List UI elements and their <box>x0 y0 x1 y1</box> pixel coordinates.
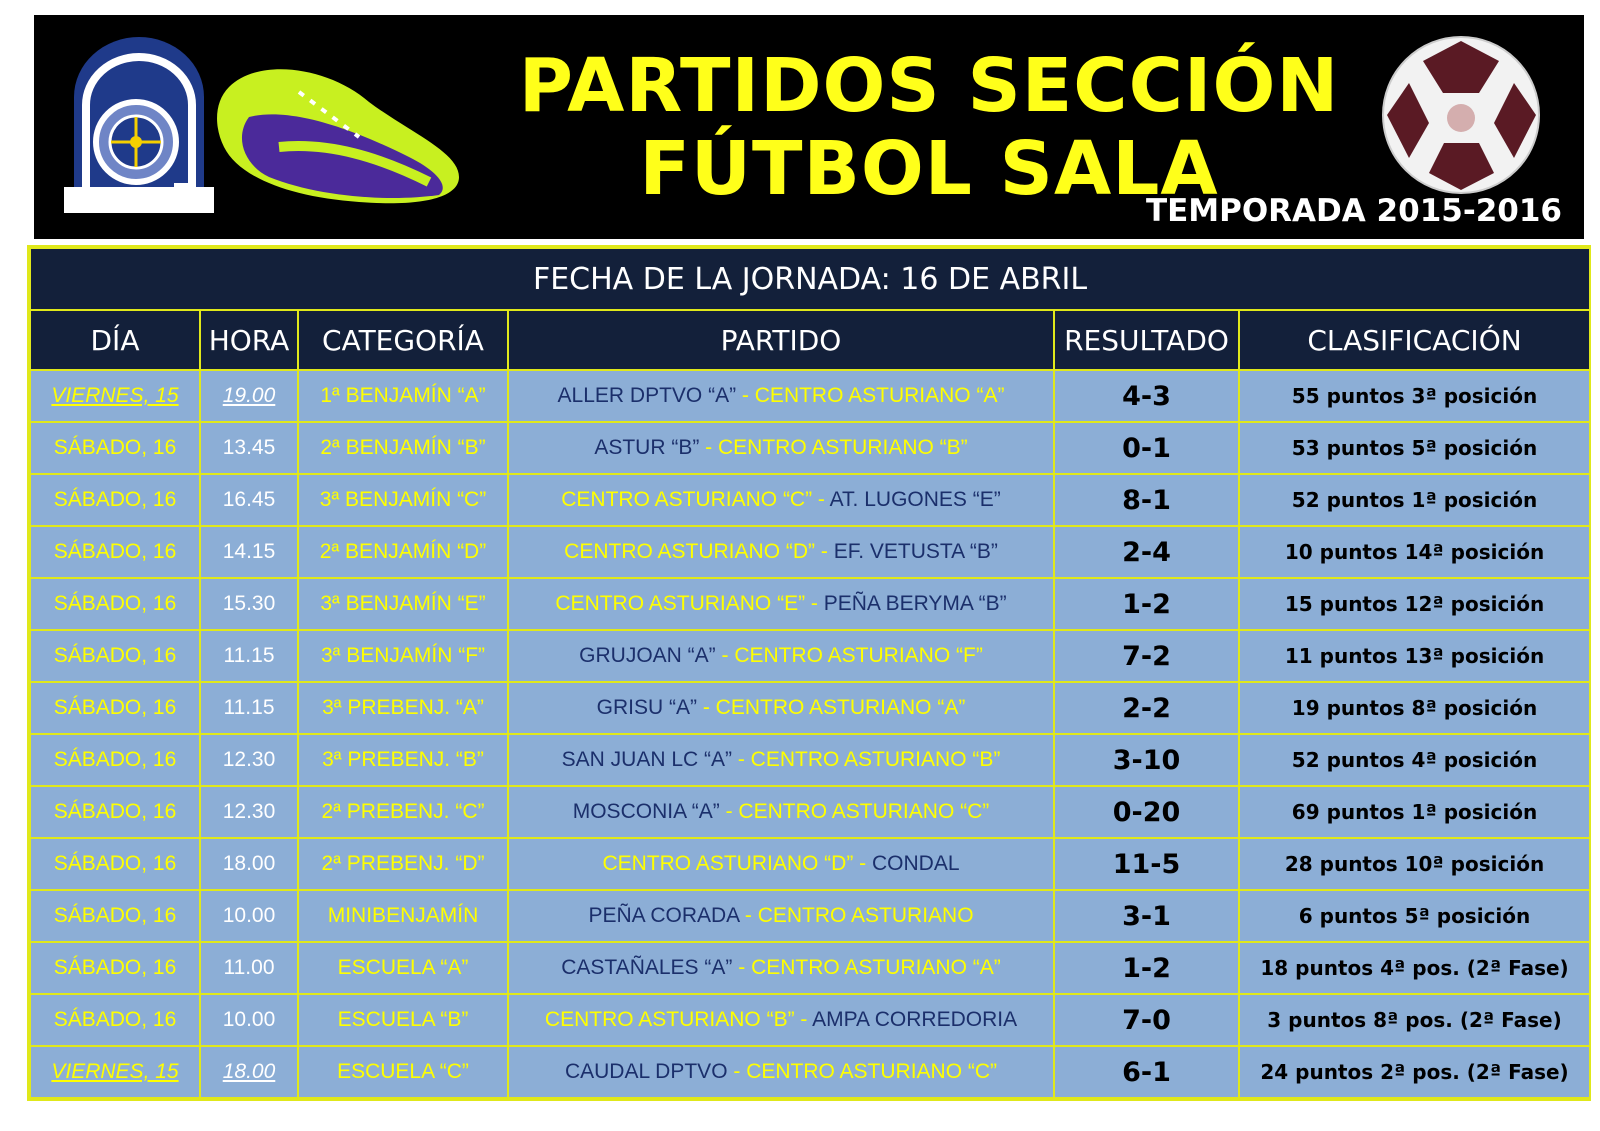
home-team: ASTUR “B” <box>594 436 700 459</box>
cell-resultado-text: 1-2 <box>1122 952 1171 984</box>
cell-clasificacion-text: 52 puntos 1ª posición <box>1291 487 1538 512</box>
cell-partido <box>508 994 1054 1046</box>
cell-partido <box>508 474 1054 526</box>
cell-dia <box>30 630 200 682</box>
cell-partido <box>508 630 1054 682</box>
cell-clasificacion <box>1239 630 1590 682</box>
home-team: CENTRO ASTURIANO “C” <box>561 488 813 511</box>
cell-dia-text: SÁBADO, 16 <box>53 956 177 979</box>
cell-categoria <box>298 630 508 682</box>
cell-hora-text: 15.30 <box>222 592 276 615</box>
cell-categoria <box>298 682 508 734</box>
cell-clasificacion-text: 55 puntos 3ª posición <box>1291 383 1538 408</box>
cell-hora <box>200 1046 298 1098</box>
cell-resultado <box>1054 734 1239 786</box>
table-row <box>30 370 1590 422</box>
cell-hora <box>200 682 298 734</box>
cell-categoria <box>298 942 508 994</box>
home-team: GRUJOAN “A” <box>579 644 716 667</box>
cell-hora-text: 11.15 <box>223 696 275 719</box>
team-separator: - <box>732 956 752 979</box>
home-team: CENTRO ASTURIANO “B” <box>544 1008 795 1031</box>
cell-resultado <box>1054 370 1239 422</box>
cell-dia <box>30 526 200 578</box>
matches-table-wrapper <box>27 245 1591 1101</box>
cell-hora <box>200 942 298 994</box>
home-team: ALLER DPTVO “A” <box>557 384 737 407</box>
cell-clasificacion <box>1239 734 1590 786</box>
matchday-title: FECHA DE LA JORNADA: 16 DE ABRIL <box>30 248 1590 310</box>
cell-dia <box>30 942 200 994</box>
cell-categoria <box>298 734 508 786</box>
team-separator: - <box>699 436 718 459</box>
cell-resultado-text: 2-4 <box>1122 536 1171 568</box>
cell-resultado <box>1054 630 1239 682</box>
cell-resultado-text: 7-2 <box>1122 640 1171 672</box>
cell-resultado <box>1054 890 1239 942</box>
table-row <box>30 526 1590 578</box>
table-row <box>30 942 1590 994</box>
cell-partido <box>508 786 1054 838</box>
cell-partido <box>508 890 1054 942</box>
cell-clasificacion-text: 28 puntos 10ª posición <box>1284 851 1545 876</box>
cell-resultado-text: 0-20 <box>1112 796 1181 828</box>
cell-partido <box>508 370 1054 422</box>
away-team: CENTRO ASTURIANO <box>757 904 974 927</box>
cell-resultado <box>1054 838 1239 890</box>
cell-clasificacion <box>1239 422 1590 474</box>
cell-dia <box>30 994 200 1046</box>
cell-hora-text: 10.00 <box>222 1008 276 1031</box>
cell-hora-text: 11.15 <box>223 644 275 667</box>
table-row <box>30 474 1590 526</box>
cell-hora <box>200 994 298 1046</box>
table-row <box>30 734 1590 786</box>
col-header-categoria: CATEGORÍA <box>298 310 508 370</box>
matches-body <box>30 370 1590 1098</box>
cell-categoria-text: 2ª PREBENJ. “C” <box>321 800 485 823</box>
team-separator: - <box>812 488 830 511</box>
header-banner <box>34 15 1584 239</box>
cell-dia-text: SÁBADO, 16 <box>53 800 177 823</box>
cell-clasificacion-text: 11 puntos 13ª posición <box>1284 643 1545 668</box>
cell-hora <box>200 630 298 682</box>
away-team: CENTRO ASTURIANO “B” <box>717 436 968 459</box>
away-team: AMPA CORREDORIA <box>812 1008 1018 1031</box>
cell-clasificacion-text: 24 puntos 2ª pos. (2ª Fase) <box>1260 1059 1569 1084</box>
home-team: CENTRO ASTURIANO “D” <box>602 852 854 875</box>
cell-dia <box>30 1046 200 1098</box>
cell-clasificacion <box>1239 474 1590 526</box>
cell-clasificacion-text: 69 puntos 1ª posición <box>1291 799 1538 824</box>
cell-clasificacion <box>1239 786 1590 838</box>
season-label: TEMPORADA 2015-2016 <box>1145 193 1562 229</box>
title-line-1: PARTIDOS SECCIÓN <box>518 43 1340 129</box>
cell-hora <box>200 422 298 474</box>
cell-categoria-text: 2ª BENJAMÍN “D” <box>319 540 487 563</box>
cell-hora <box>200 838 298 890</box>
cell-dia-text: SÁBADO, 16 <box>53 644 177 667</box>
cell-dia-text: SÁBADO, 16 <box>53 1008 177 1031</box>
team-separator: - <box>794 1008 813 1031</box>
cell-dia-text: SÁBADO, 16 <box>53 852 177 875</box>
team-separator: - <box>715 644 735 667</box>
cell-hora <box>200 474 298 526</box>
cell-resultado-text: 2-2 <box>1122 692 1171 724</box>
cell-dia <box>30 890 200 942</box>
cell-clasificacion <box>1239 526 1590 578</box>
cell-partido <box>508 1046 1054 1098</box>
cell-dia <box>30 734 200 786</box>
cell-categoria-text: 1ª BENJAMÍN “A” <box>320 384 486 407</box>
team-separator: - <box>853 852 872 875</box>
col-header-partido: PARTIDO <box>508 310 1054 370</box>
cell-hora-text: 13.45 <box>222 436 276 459</box>
cell-dia <box>30 838 200 890</box>
home-team: GRISU “A” <box>596 696 697 719</box>
cell-hora-text: 14.15 <box>222 540 276 563</box>
cell-partido <box>508 526 1054 578</box>
cell-hora-text: 18.00 <box>222 1060 276 1083</box>
cell-dia-text: SÁBADO, 16 <box>53 748 177 771</box>
cell-clasificacion-text: 10 puntos 14ª posición <box>1284 539 1545 564</box>
team-separator: - <box>805 592 824 615</box>
table-row <box>30 422 1590 474</box>
cell-hora <box>200 890 298 942</box>
away-team: CONDAL <box>871 852 960 875</box>
cell-categoria-text: 2ª PREBENJ. “D” <box>321 852 485 875</box>
cell-partido <box>508 682 1054 734</box>
cell-clasificacion <box>1239 578 1590 630</box>
title-line-2: FÚTBOL SALA <box>639 126 1219 212</box>
cell-resultado-text: 7-0 <box>1122 1004 1171 1036</box>
home-team: MOSCONIA “A” <box>572 800 720 823</box>
cell-hora <box>200 526 298 578</box>
cell-dia <box>30 474 200 526</box>
table-row <box>30 578 1590 630</box>
cell-hora-text: 18.00 <box>222 852 276 875</box>
cell-resultado-text: 4-3 <box>1122 380 1171 412</box>
cell-hora <box>200 786 298 838</box>
cell-categoria <box>298 578 508 630</box>
cell-hora-text: 16.45 <box>222 488 276 511</box>
ball-icon <box>1379 33 1544 198</box>
cell-clasificacion-text: 6 puntos 5ª posición <box>1298 903 1531 928</box>
cell-partido <box>508 422 1054 474</box>
cell-dia-text: SÁBADO, 16 <box>53 592 177 615</box>
club-logo-icon <box>64 37 214 213</box>
cell-dia-text: SÁBADO, 16 <box>53 904 177 927</box>
cell-hora-text: 12.30 <box>222 800 276 823</box>
cell-clasificacion-text: 18 puntos 4ª pos. (2ª Fase) <box>1260 955 1569 980</box>
cell-dia <box>30 682 200 734</box>
cell-resultado-text: 11-5 <box>1112 848 1181 880</box>
cell-clasificacion-text: 15 puntos 12ª posición <box>1284 591 1545 616</box>
cell-resultado <box>1054 578 1239 630</box>
away-team: CENTRO ASTURIANO “F” <box>734 644 983 667</box>
home-team: SAN JUAN LC “A” <box>561 748 732 771</box>
col-header-dia: DÍA <box>30 310 200 370</box>
cell-hora-text: 11.00 <box>223 956 275 979</box>
cell-dia-text: SÁBADO, 16 <box>53 540 177 563</box>
cell-clasificacion <box>1239 838 1590 890</box>
cell-dia-text: SÁBADO, 16 <box>53 488 177 511</box>
table-row <box>30 630 1590 682</box>
cell-resultado-text: 3-10 <box>1112 744 1181 776</box>
cell-categoria <box>298 474 508 526</box>
cell-categoria <box>298 526 508 578</box>
matches-table <box>29 247 1591 1099</box>
cell-clasificacion-text: 53 puntos 5ª posición <box>1291 435 1538 460</box>
away-team: CENTRO ASTURIANO “B” <box>750 748 1001 771</box>
col-header-hora: HORA <box>200 310 298 370</box>
cell-categoria <box>298 1046 508 1098</box>
cell-resultado <box>1054 682 1239 734</box>
cell-clasificacion <box>1239 994 1590 1046</box>
cell-categoria-text: 3ª BENJAMÍN “E” <box>320 592 486 615</box>
cell-resultado-text: 8-1 <box>1122 484 1171 516</box>
away-team: CENTRO ASTURIANO “A” <box>754 384 1005 407</box>
cell-resultado <box>1054 1046 1239 1098</box>
home-team: CASTAÑALES “A” <box>561 956 733 979</box>
cell-categoria-text: 2ª BENJAMÍN “B” <box>320 436 486 459</box>
cell-clasificacion-text: 19 puntos 8ª posición <box>1291 695 1538 720</box>
cell-resultado <box>1054 474 1239 526</box>
away-team: CENTRO ASTURIANO “A” <box>751 956 1001 979</box>
cell-hora-text: 12.30 <box>222 748 276 771</box>
cell-dia-text: VIERNES, 15 <box>51 384 179 407</box>
table-row <box>30 682 1590 734</box>
cell-categoria <box>298 370 508 422</box>
cell-hora-text: 10.00 <box>222 904 276 927</box>
away-team: CENTRO ASTURIANO “A” <box>715 696 966 719</box>
cell-categoria <box>298 838 508 890</box>
shoe-icon <box>209 47 469 217</box>
cell-categoria-text: MINIBENJAMÍN <box>327 904 479 927</box>
cell-categoria-text: 3ª PREBENJ. “A” <box>322 696 484 719</box>
cell-dia <box>30 370 200 422</box>
cell-resultado-text: 3-1 <box>1122 900 1171 932</box>
cell-partido <box>508 734 1054 786</box>
table-row <box>30 838 1590 890</box>
team-separator: - <box>739 904 758 927</box>
cell-categoria <box>298 994 508 1046</box>
cell-dia <box>30 422 200 474</box>
away-team: CENTRO ASTURIANO “C” <box>738 800 990 823</box>
cell-categoria-text: 3ª BENJAMÍN “F” <box>320 644 486 667</box>
col-header-clasificacion: CLASIFICACIÓN <box>1239 310 1590 370</box>
home-team: CAUDAL DPTVO <box>564 1060 728 1083</box>
cell-resultado-text: 6-1 <box>1122 1056 1171 1088</box>
cell-resultado <box>1054 786 1239 838</box>
cell-resultado <box>1054 994 1239 1046</box>
cell-resultado <box>1054 526 1239 578</box>
cell-categoria-text: ESCUELA “B” <box>337 1008 469 1031</box>
home-team: CENTRO ASTURIANO “D” <box>564 540 816 563</box>
team-separator: - <box>815 540 834 563</box>
cell-clasificacion <box>1239 1046 1590 1098</box>
cell-clasificacion-text: 3 puntos 8ª pos. (2ª Fase) <box>1267 1007 1562 1032</box>
cell-resultado <box>1054 942 1239 994</box>
cell-hora <box>200 370 298 422</box>
cell-categoria-text: ESCUELA “C” <box>337 1060 469 1083</box>
table-row <box>30 1046 1590 1098</box>
col-header-resultado: RESULTADO <box>1054 310 1239 370</box>
team-separator: - <box>727 1060 747 1083</box>
cell-hora <box>200 734 298 786</box>
table-row <box>30 890 1590 942</box>
team-separator: - <box>736 384 755 407</box>
team-separator: - <box>732 748 751 771</box>
cell-categoria-text: ESCUELA “A” <box>337 956 469 979</box>
away-team: AT. LUGONES “E” <box>829 488 1001 511</box>
cell-dia-text: VIERNES, 15 <box>51 1060 179 1083</box>
cell-hora-text: 19.00 <box>222 384 276 407</box>
cell-hora <box>200 578 298 630</box>
cell-categoria-text: 3ª BENJAMÍN “C” <box>319 488 487 511</box>
home-team: PEÑA CORADA <box>588 904 740 927</box>
cell-dia-text: SÁBADO, 16 <box>53 436 177 459</box>
cell-dia-text: SÁBADO, 16 <box>53 696 177 719</box>
home-team: CENTRO ASTURIANO “E” <box>555 592 806 615</box>
cell-partido <box>508 942 1054 994</box>
team-separator: - <box>696 696 716 719</box>
cell-categoria <box>298 786 508 838</box>
table-row <box>30 786 1590 838</box>
away-team: EF. VETUSTA “B” <box>833 540 998 563</box>
team-separator: - <box>719 800 739 823</box>
cell-clasificacion <box>1239 370 1590 422</box>
cell-resultado-text: 0-1 <box>1122 432 1171 464</box>
cell-resultado-text: 1-2 <box>1122 588 1171 620</box>
cell-categoria <box>298 890 508 942</box>
away-team: PEÑA BERYMA “B” <box>823 592 1007 615</box>
cell-clasificacion <box>1239 682 1590 734</box>
away-team: CENTRO ASTURIANO “C” <box>746 1060 998 1083</box>
cell-categoria-text: 3ª PREBENJ. “B” <box>322 748 484 771</box>
cell-clasificacion <box>1239 942 1590 994</box>
cell-dia <box>30 578 200 630</box>
table-row <box>30 994 1590 1046</box>
cell-clasificacion-text: 52 puntos 4ª posición <box>1291 747 1538 772</box>
cell-categoria <box>298 422 508 474</box>
cell-partido <box>508 838 1054 890</box>
cell-dia <box>30 786 200 838</box>
cell-resultado <box>1054 422 1239 474</box>
cell-clasificacion <box>1239 890 1590 942</box>
cell-partido <box>508 578 1054 630</box>
